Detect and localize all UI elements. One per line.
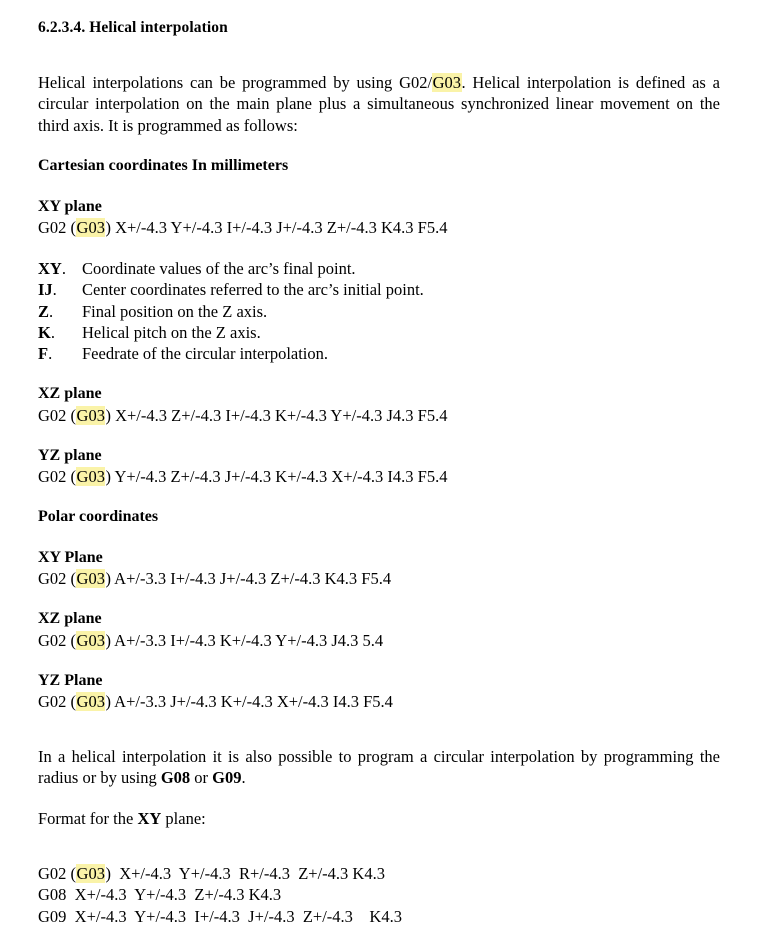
code-suffix: ) X+/-4.3 Y+/-4.3 I+/-4.3 J+/-4.3 Z+/-4.3 K4.3 F5.4 [105, 218, 448, 238]
highlighted-gcode-g03: G03 [76, 405, 105, 425]
parameter-definition-list [38, 258, 721, 364]
definition-description: Feedrate of the circular interpolation. [82, 344, 329, 364]
definition-row [38, 279, 721, 300]
definition-term [38, 301, 82, 322]
intro-paragraph [38, 72, 720, 136]
heading-polar-yz-plane: YZ Plane [38, 672, 103, 689]
definition-term-dot: . [61, 259, 66, 279]
definition-row [38, 322, 721, 343]
code-prefix: G02 ( [38, 405, 77, 425]
code-suffix: ) X+/-4.3 Y+/-4.3 R+/-4.3 Z+/-4.3 K4.3 [105, 863, 385, 883]
code-suffix: ) A+/-3.3 I+/-4.3 J+/-4.3 Z+/-4.3 K4.3 F5.4 [105, 569, 392, 589]
code-suffix: ) A+/-3.3 I+/-4.3 K+/-4.3 Y+/-4.3 J4.3 5.4 [105, 630, 384, 650]
highlighted-gcode-g03: G03 [76, 863, 105, 883]
code-prefix: G08 X+/-4.3 Y+/-4.3 Z+/-4.3 K4.3 [38, 885, 282, 905]
definition-description: Coordinate values of the arc’s final point. [82, 259, 356, 279]
code-suffix: ) A+/-3.3 J+/-4.3 K+/-4.3 X+/-4.3 I4.3 F5.4 [105, 692, 393, 712]
highlighted-gcode-g03: G03 [432, 72, 461, 92]
closing-text-mid: or [190, 768, 213, 788]
heading-cartesian-coordinates: Cartesian coordinates In millimeters [38, 157, 289, 175]
code-prefix: G02 ( [38, 569, 77, 589]
format-plane-bold: XY [137, 809, 162, 829]
intro-text-part2: . Helical interpolation is defined as a circular interpolation on the main plane plus a simultaneous synchronized linear movement on the third axis. It is programmed as follows: [38, 72, 720, 135]
page-title: 6.2.3.4. Helical interpolation [38, 19, 228, 36]
code-prefix: G02 ( [38, 218, 77, 238]
code-line-cartesian-yz [38, 466, 721, 487]
code-line-cartesian-xy [38, 217, 721, 238]
highlighted-gcode-g03: G03 [76, 218, 105, 238]
closing-text-end: . [241, 768, 246, 788]
code-prefix: G02 ( [38, 692, 77, 712]
heading-polar-xy-plane: XY Plane [38, 548, 103, 566]
format-code-line-g02 [38, 863, 721, 884]
definition-term-text: XY [38, 259, 62, 279]
closing-paragraph [38, 746, 720, 789]
heading-cartesian-xz-plane: XZ plane [38, 385, 102, 403]
code-prefix: G02 ( [38, 467, 77, 487]
highlighted-gcode-g03: G03 [76, 630, 105, 650]
highlighted-gcode-g03: G03 [76, 692, 105, 712]
code-line-polar-xy [38, 568, 721, 589]
code-prefix: G02 ( [38, 630, 77, 650]
code-suffix: ) Y+/-4.3 Z+/-4.3 J+/-4.3 K+/-4.3 X+/-4.3 I4.3 F5.4 [105, 467, 448, 487]
heading-polar-xz-plane: XZ plane [38, 610, 102, 628]
format-code-line-g09 [38, 906, 721, 927]
heading-cartesian-yz-plane: YZ plane [38, 446, 102, 464]
code-line-polar-yz [38, 691, 721, 712]
definition-term [38, 322, 82, 343]
highlighted-gcode-g03: G03 [76, 467, 105, 487]
format-intro-line [38, 808, 720, 829]
code-line-cartesian-xz [38, 405, 721, 426]
gcode-g08-bold: G08 [160, 768, 191, 788]
definition-term-dot: . [52, 280, 57, 300]
definition-term [38, 343, 82, 364]
definition-term-dot: . [49, 301, 54, 321]
definition-term-text: IJ [38, 280, 53, 300]
highlighted-gcode-g03: G03 [76, 569, 105, 589]
format-code-line-g08 [38, 884, 721, 905]
definition-description: Center coordinates referred to the arc’s initial point. [82, 280, 424, 300]
code-suffix: ) X+/-4.3 Z+/-4.3 I+/-4.3 K+/-4.3 Y+/-4.3 J4.3 F5.4 [105, 405, 448, 425]
definition-description: Final position on the Z axis. [82, 301, 268, 321]
code-prefix: G09 X+/-4.3 Y+/-4.3 I+/-4.3 J+/-4.3 Z+/-4.3 K4.3 [38, 906, 402, 926]
definition-term-text: F [38, 344, 49, 364]
definition-row [38, 343, 721, 364]
intro-text-part1: Helical interpolations can be programmed by using G02/ [38, 72, 433, 92]
heading-polar-coordinates: Polar coordinates [38, 508, 159, 526]
closing-text-part1: In a helical interpolation it is also possible to program a circular interpolation by programming the radius or by using [38, 746, 720, 788]
definition-row [38, 301, 721, 322]
definition-term-dot: . [50, 322, 55, 342]
definition-row [38, 258, 721, 279]
heading-cartesian-xy-plane: XY plane [38, 197, 102, 215]
definition-term-text: K [38, 322, 51, 342]
definition-term-dot: . [48, 344, 53, 364]
format-intro-suffix: plane: [161, 809, 206, 829]
gcode-g09-bold: G09 [212, 768, 242, 788]
definition-term [38, 258, 82, 279]
code-line-polar-xz [38, 630, 721, 651]
definition-term [38, 279, 82, 300]
definition-term-text: Z [38, 301, 50, 321]
code-prefix: G02 ( [38, 863, 77, 883]
format-intro-prefix: Format for the [38, 809, 138, 829]
definition-description: Helical pitch on the Z axis. [82, 322, 261, 342]
